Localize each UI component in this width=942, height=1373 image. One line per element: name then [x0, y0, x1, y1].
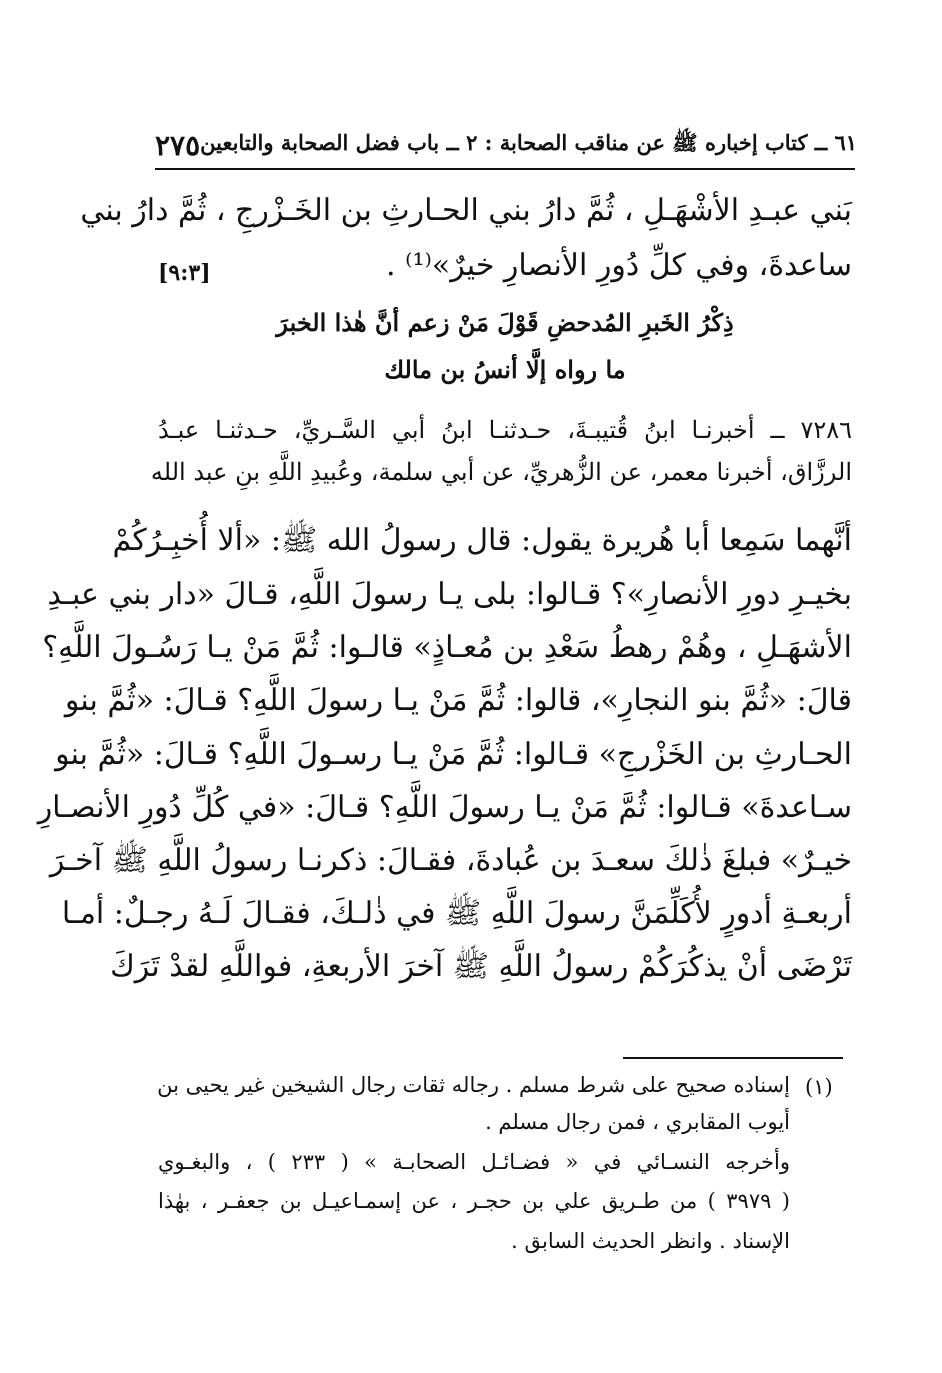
footnote-line: ( ٣٩٧٩ ) من طـريق علي بن حجـر ، عن إسمـاعيـل بن جعفـر ، بهٰذا [158, 1189, 790, 1213]
section-heading: ذِكْرُ الخَبرِ المُدحضِ قَوْلَ مَنْ زعم أنَّ هٰذا الخبرَ [276, 308, 734, 337]
footnote-divider [623, 1057, 843, 1059]
matn-line: أربعـةِ أدورٍ لأُكَلِّمَنَّ رسولَ اللَّهِ ﷺ في ذٰلـكَ، فقـالَ لَـهُ رجـلٌ: أمـا [61, 896, 852, 931]
section-heading: ما رواه إلَّا أنسُ بن مالك [384, 355, 626, 384]
footnote-line: وأخرجه النسـائي في « فضـائـل الصحابـة » ( ٢٣٣ ) ، والبغـوي [158, 1150, 790, 1174]
continuation-line: بَني عبـدِ الأشْهَـلِ ، ثُمَّ دارُ بني الحـارثِ بن الخَـزْرجِ ، ثُمَّ دارُ بني [80, 193, 852, 228]
matn-line: تَرْضَى أنْ يذكُرَكُمْ رسولُ اللَّهِ ﷺ آخرَ الأربعةِ، فواللَّهِ لقدْ تَرَكَ [110, 949, 852, 984]
matn-line: قالَ: «ثُمَّ بنو النجارِ»، قالوا: ثُمَّ مَنْ يـا رسولَ اللَّهِ؟ قـالَ: «ثُمَّ بنو [64, 683, 852, 718]
isnad-line: الرزَّاق، أخبرنا معمر، عن الزُّهريِّ، عن أبي سلمة، وعُبيدِ اللَّهِ بنِ عبد الله [150, 458, 852, 486]
page-number: ٢٧٥ [155, 128, 201, 162]
hadith-reference: [٩:٣] [158, 260, 211, 286]
matn-line: الأشهَـلِ ، وهُمْ رهطُ سَعْدِ بن مُعـاذٍ» قالـوا: ثُمَّ مَنْ يـا رَسُـولَ اللَّهِ؟ [42, 630, 852, 665]
matn-line: خيـرٌ» فبلغَ ذٰلكَ سعـدَ بن عُبادةَ، فقـالَ: ذكرنـا رسولُ اللَّهِ ﷺ آخـرَ [49, 843, 852, 878]
matn-line: سـاعدةَ» قـالوا: ثُمَّ مَنْ يـا رسولَ اللَّهِ؟ قـالَ: «في كُلِّ دُورِ الأنصـارِ [37, 790, 852, 825]
footnote-line: أيوب المقابري ، فمن رجال مسلم . [485, 1110, 790, 1134]
footnote-line: الإسناد . وانظر الحديث السابق . [511, 1229, 790, 1253]
running-header-title: ٦١ ــ كتاب إخباره ﷺ عن مناقب الصحابة : ٢ ــ باب فضل الصحابة والتابعين [200, 129, 857, 155]
matn-line: بخيـرِ دورِ الأنصارِ»؟ قـالوا: بلى يـا رسولَ اللَّهِ، قـالَ «دار بني عبـدِ [47, 577, 852, 612]
isnad-line: ٧٢٨٦ ــ أخبرنـا ابنُ قُتيبـةَ، حـدثنـا ابنُ أبي السَّـريِّ، حـدثنـا عبـدُ [158, 416, 852, 444]
footnote-marker: (١) [805, 1075, 833, 1099]
running-header [155, 125, 855, 165]
matn-line: الحـارثِ بن الخَزْرجِ» قـالوا: ثُمَّ مَنْ يـا رسـولَ اللَّهِ؟ قـالَ: «ثُمَّ بنو [55, 737, 852, 772]
header-divider [155, 168, 855, 170]
continuation-line: ساعدةَ، وفي كلِّ دُورِ الأنصارِ خيرٌ»⁽¹⁾ . [386, 248, 852, 283]
matn-line: أنَّهما سَمِعا أبا هُريرة يقول: قال رسولُ الله ﷺ: «ألا أُخبِـرُكُمْ [112, 523, 852, 558]
footnote-line: إسناده صحيح على شرط مسلم . رجاله ثقات رجال الشيخين غير يحيى بن [157, 1073, 790, 1097]
